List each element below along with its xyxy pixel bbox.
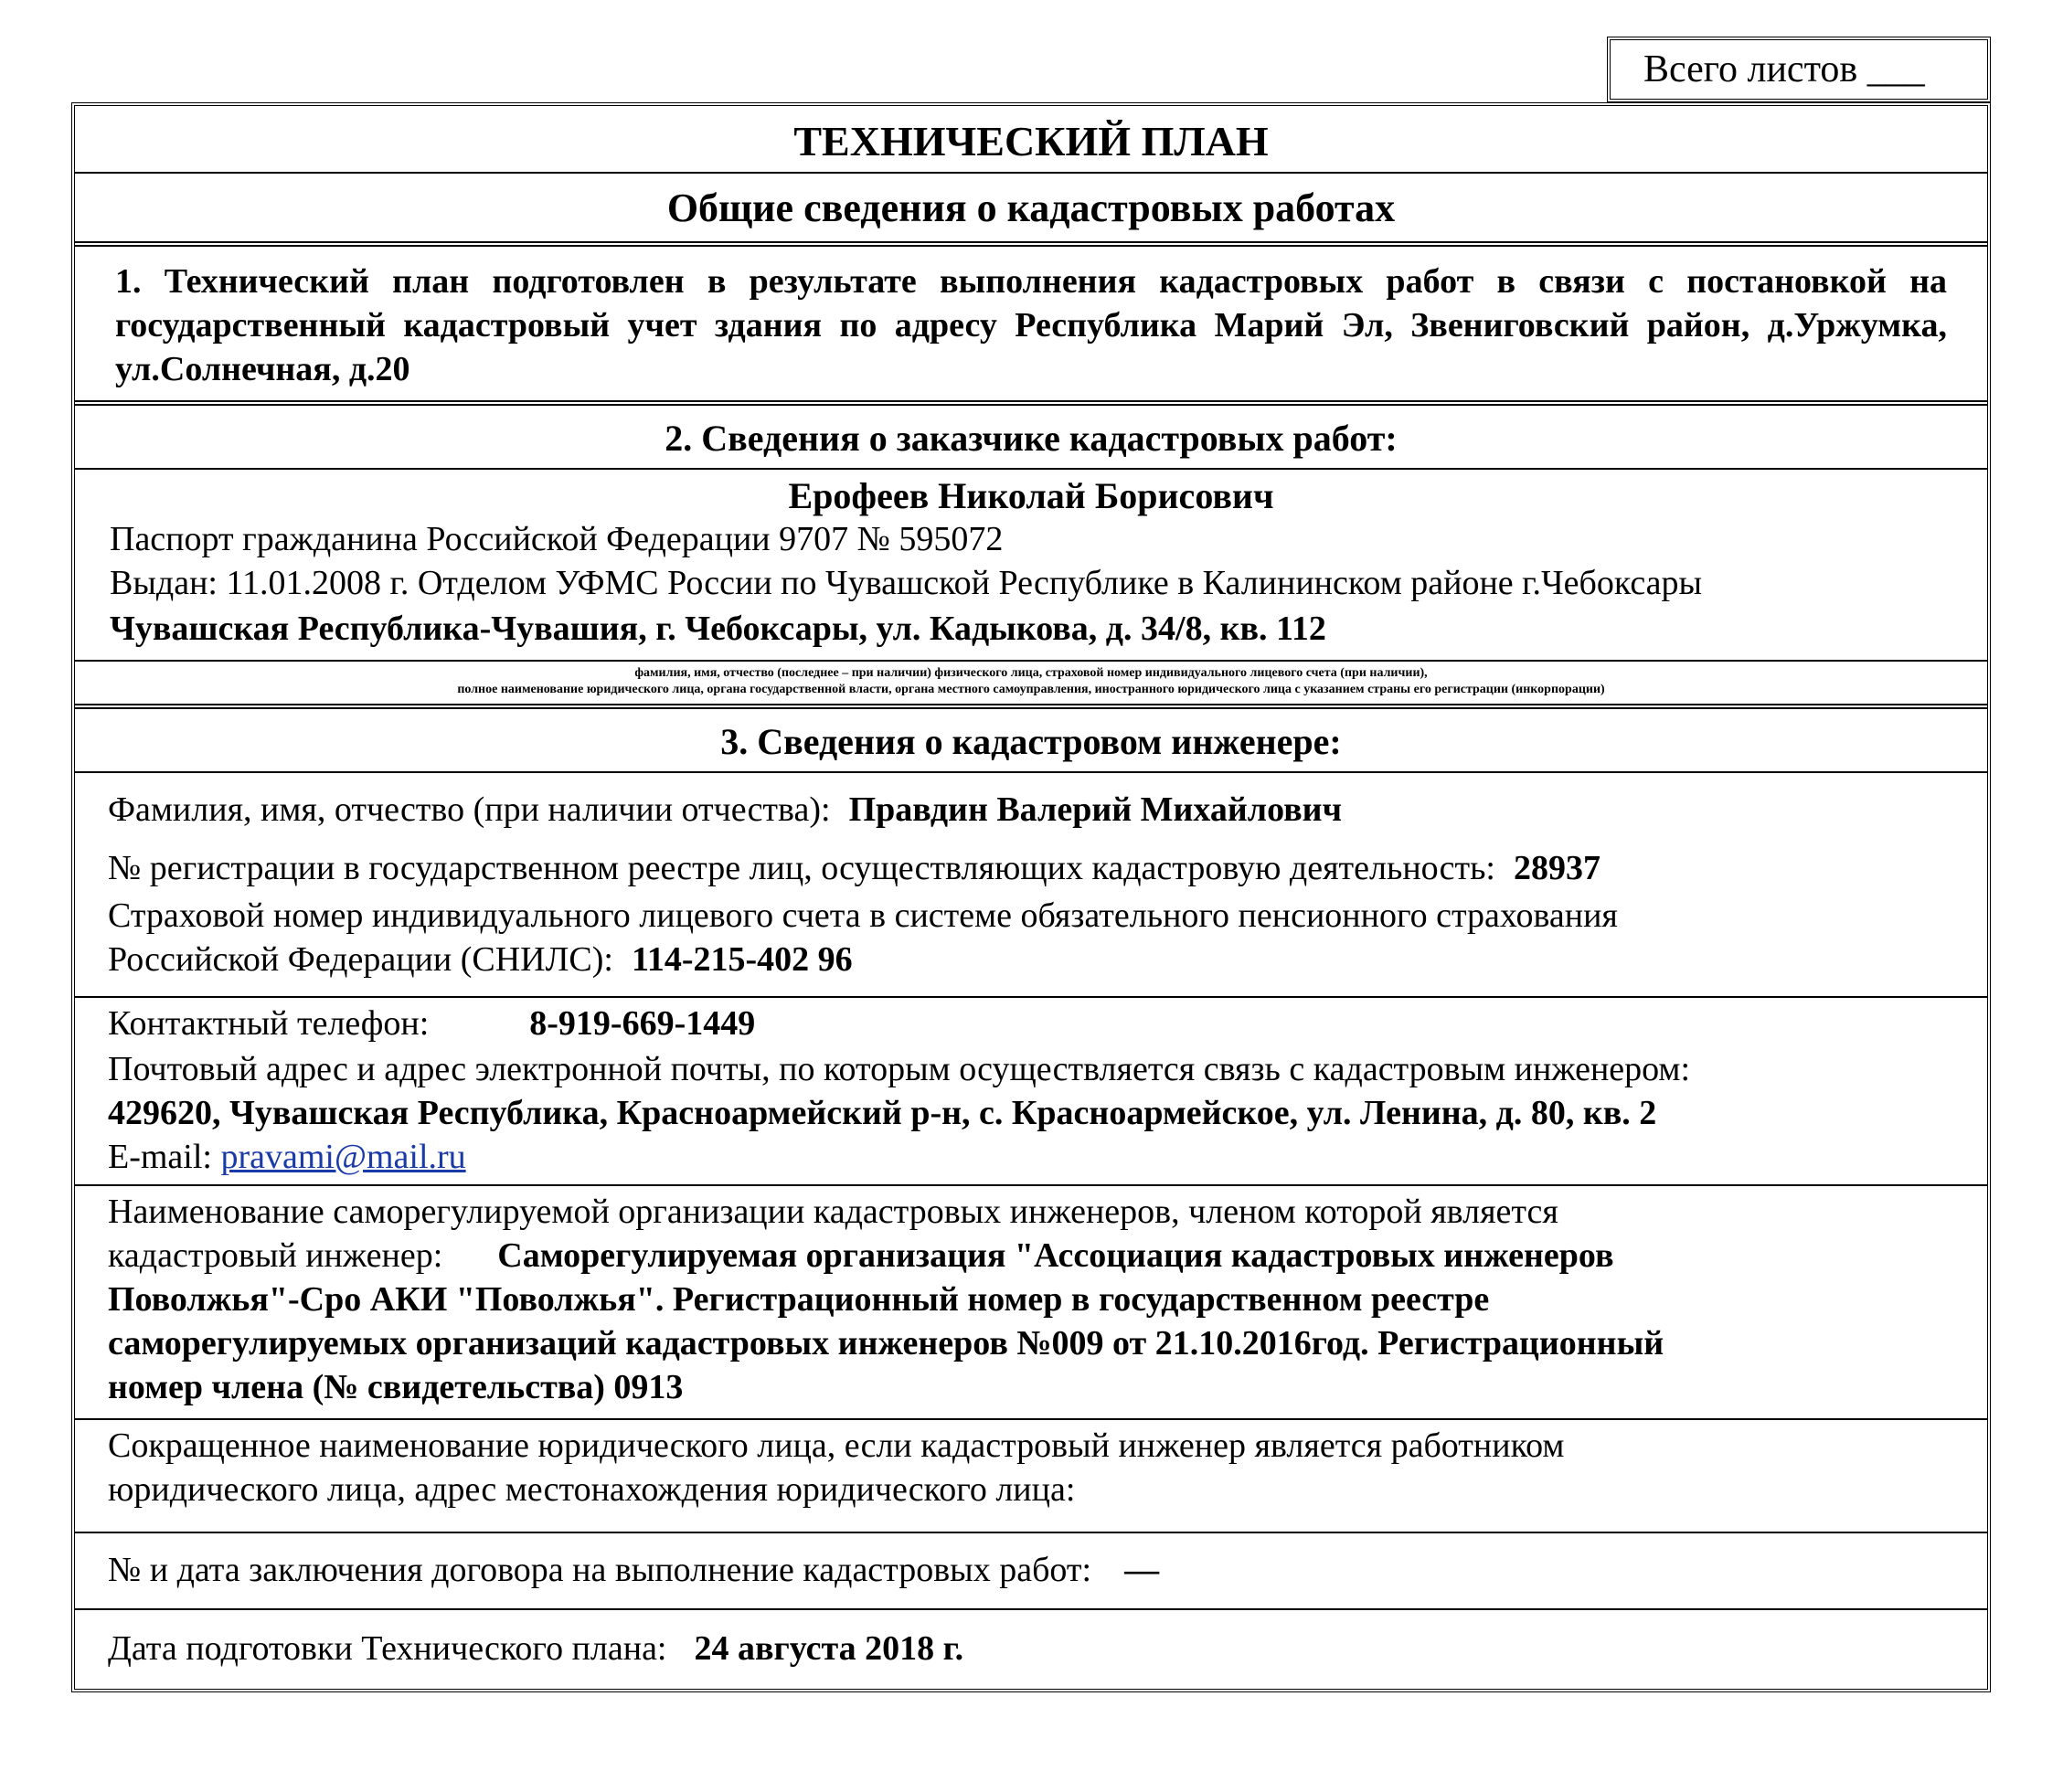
document-title-row bbox=[75, 106, 1987, 172]
engineer-info bbox=[75, 771, 1987, 996]
section-2-content bbox=[75, 468, 1987, 660]
technical-plan-form bbox=[71, 102, 1991, 1692]
engineer-snils-value: 114-215-402 96 bbox=[631, 940, 853, 979]
engineer-snils-line bbox=[108, 939, 853, 980]
date-label: Дата подготовки Технического плана: bbox=[108, 1629, 667, 1668]
legal-entity-label-line-1: Сокращенное наименование юридического лица, если кадастровый инженер является работником bbox=[108, 1426, 1565, 1465]
legal-entity-label-line-2: юридического лица, адрес местонахождения юридического лица: bbox=[108, 1470, 1076, 1509]
date-value: 24 августа 2018 г. bbox=[694, 1629, 964, 1668]
engineer-snils-label-line-2: Российской Федерации (СНИЛС): bbox=[108, 940, 613, 979]
engineer-phone-line bbox=[108, 1003, 755, 1044]
engineer-phone-value: 8-919-669-1449 bbox=[529, 1004, 756, 1043]
sro-line-2 bbox=[108, 1235, 1613, 1276]
engineer-fio-line bbox=[108, 790, 1342, 830]
customer-address: Чувашская Республика-Чувашия, г. Чебоксары, ул. Кадыкова, д. 34/8, кв. 112 bbox=[110, 610, 1326, 648]
customer-passport: Паспорт гражданина Российской Федерации 9707 № 595072 bbox=[110, 520, 1004, 558]
sro-label-line-2: кадастровый инженер: bbox=[108, 1236, 443, 1275]
engineer-email-line bbox=[108, 1137, 466, 1177]
engineer-fio-label: Фамилия, имя, отчество (при наличии отчества): bbox=[108, 790, 831, 829]
section-3-title: 3. Сведения о кадастровом инженере: bbox=[720, 721, 1342, 762]
sro-value-line-4: номер члена (№ свидетельства) 0913 bbox=[108, 1368, 684, 1406]
section-2-title: 2. Сведения о заказчике кадастровых работ: bbox=[665, 418, 1398, 459]
customer-field-note bbox=[75, 660, 1987, 704]
contract-line bbox=[108, 1550, 1159, 1590]
customer-passport-issued: Выдан: 11.01.2008 г. Отделом УФМС России по Чувашской Республике в Калининском районе г.Чебоксары bbox=[110, 564, 1703, 602]
engineer-reg-value: 28937 bbox=[1513, 849, 1600, 887]
date-line bbox=[108, 1628, 963, 1669]
document-title: ТЕХНИЧЕСКИЙ ПЛАН bbox=[793, 118, 1269, 164]
engineer-legal-entity bbox=[75, 1418, 1987, 1532]
document-subtitle: Общие сведения о кадастровых работах bbox=[666, 186, 1396, 230]
engineer-postal-label: Почтовый адрес и адрес электронной почты, по которым осуществляется связь с кадастровым инженером: bbox=[108, 1050, 1691, 1088]
contract-row bbox=[75, 1532, 1987, 1608]
sro-label-line-1: Наименование саморегулируемой организации кадастровых инженеров, членом которой является bbox=[108, 1193, 1558, 1231]
customer-field-note-line-1: фамилия, имя, отчество (последнее – при наличии) физического лица, страховой номер индивидуального лицевого счета (при наличии), bbox=[634, 666, 1428, 680]
contract-value: — bbox=[1124, 1551, 1160, 1589]
section-1-text: 1. Технический план подготовлен в результате выполнения кадастровых работ в связи с постановкой на государственный кадастровый учет здания по адресу Республика Марий Эл, Звениговский район, д.Уржумка, ул.Солнечная, д.20 bbox=[115, 262, 1947, 388]
subtitle-row bbox=[75, 172, 1987, 241]
engineer-reg-label: № регистрации в государственном реестре лиц, осуществляющих кадастровую деятельность: bbox=[108, 849, 1495, 887]
section-3-title-row bbox=[75, 704, 1987, 771]
total-sheets-label: Всего листов ___ bbox=[1643, 48, 1925, 90]
engineer-reg-line bbox=[108, 848, 1600, 888]
customer-field-note-line-2: полное наименование юридического лица, органа государственной власти, органа местного самоуправления, иностранного юридического лица с указанием страны его регистрации (инкорпорации) bbox=[457, 683, 1605, 696]
sro-value-line-1: Саморегулируемая организация "Ассоциация кадастровых инженеров bbox=[497, 1236, 1614, 1275]
engineer-email-label: E-mail: bbox=[108, 1138, 212, 1176]
section-1 bbox=[75, 241, 1987, 400]
engineer-sro bbox=[75, 1184, 1987, 1418]
engineer-phone-label: Контактный телефон: bbox=[108, 1004, 430, 1043]
engineer-email-link[interactable]: pravami@mail.ru bbox=[220, 1138, 466, 1176]
sro-value-line-2: Поволжья"-Сро АКИ "Поволжья". Регистрационный номер в государственном реестре bbox=[108, 1280, 1490, 1319]
engineer-contacts bbox=[75, 996, 1987, 1184]
customer-name: Ерофеев Николай Борисович bbox=[788, 475, 1274, 516]
date-row bbox=[75, 1608, 1987, 1689]
contract-label: № и дата заключения договора на выполнение кадастровых работ: bbox=[108, 1551, 1092, 1589]
section-2-title-row bbox=[75, 400, 1987, 468]
total-sheets-box bbox=[1607, 37, 1991, 102]
engineer-fio-value: Правдин Валерий Михайлович bbox=[848, 790, 1343, 829]
engineer-snils-label-line-1: Страховой номер индивидуального лицевого счета в системе обязательного пенсионного страхования bbox=[108, 896, 1618, 935]
sro-value-line-3: саморегулируемых организаций кадастровых инженеров №009 от 21.10.2016год. Регистрационный bbox=[108, 1324, 1664, 1363]
engineer-postal-value: 429620, Чувашская Республика, Красноармейский р-н, с. Красноармейское, ул. Ленина, д. 80, кв. 2 bbox=[108, 1094, 1657, 1132]
